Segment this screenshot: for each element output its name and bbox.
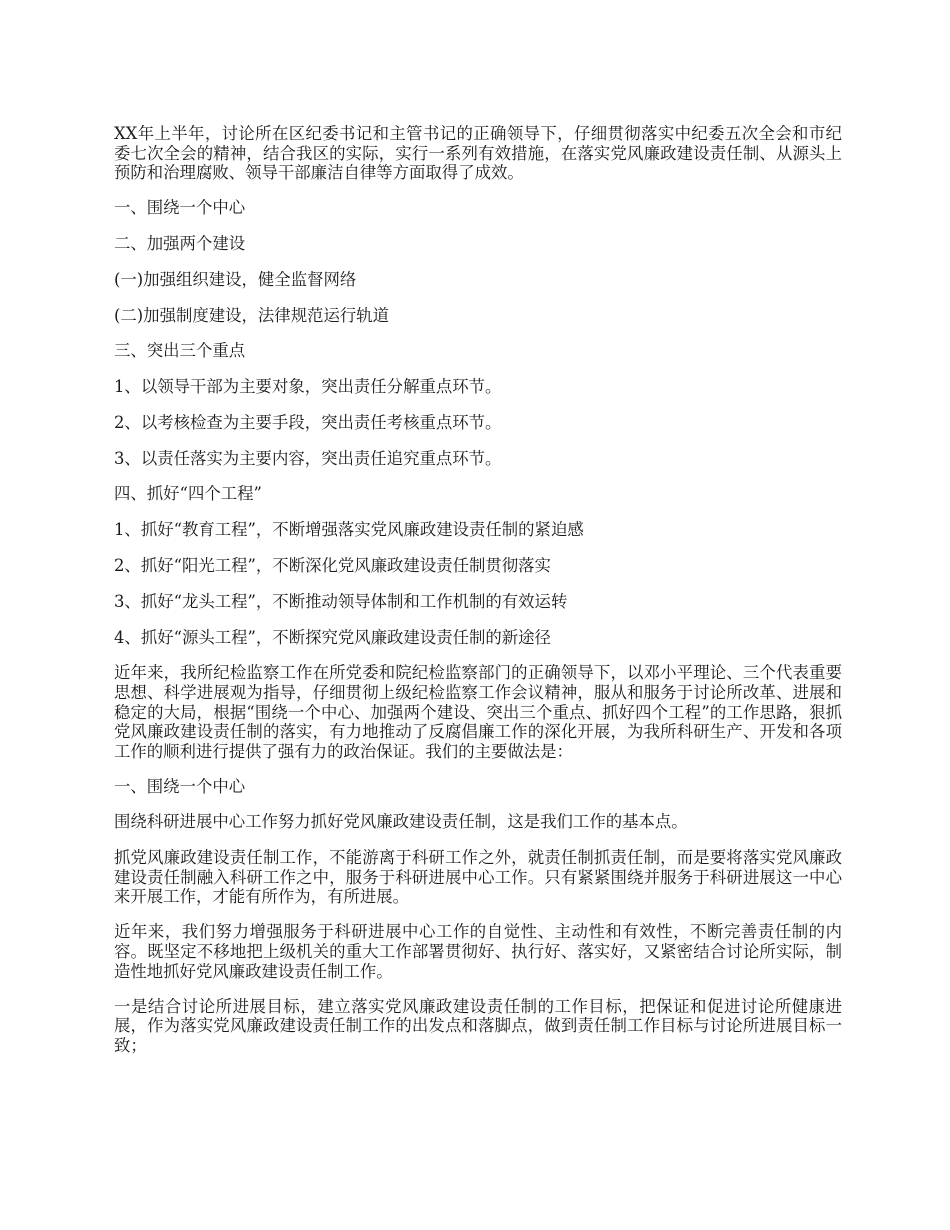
subsection-heading-2-1: (一)加强组织建设，健全监督网络 (114, 269, 357, 289)
section-heading-4: 四、抓好“四个工程” (114, 484, 262, 504)
body-paragraph-recent-years: 近年来，我们努力增强服务于科研进展中心工作的自觉性、主动性和有效性，不断完善责任制的内容。既坚定不移地把上级机关的重大工作部署贯彻好、执行好、落实好，又紧密结合讨论所实际，制造性地抓好党风廉政建设责任制工作。 (114, 922, 842, 981)
list-item-4-3: 3、抓好“龙头工程”，不断推动领导体制和工作机制的有效运转 (114, 591, 568, 611)
body-paragraph-point-one: 一是结合讨论所进展目标，建立落实党风廉政建设责任制的工作目标，把保证和促进讨论所健康进展，作为落实党风廉政建设责任制工作的出发点和落脚点，做到责任制工作目标与讨论所进展目标一致； (114, 996, 842, 1055)
body-paragraph-basis: 围绕科研进展中心工作努力抓好党风廉政建设责任制，这是我们工作的基本点。 (114, 812, 688, 832)
section-heading-1: 一、围绕一个中心 (114, 198, 246, 218)
subsection-heading-2-2: (二)加强制度建设，法律规范运行轨道 (114, 305, 390, 325)
list-item-4-4: 4、抓好“源头工程”，不断探究党风廉政建设责任制的新途径 (114, 627, 551, 647)
body-paragraph-integration: 抓党风廉政建设责任制工作，不能游离于科研工作之外，就责任制抓责任制，而是要将落实党风廉政建设责任制融入科研工作之中，服务于科研进展中心工作。只有紧紧围绕并服务于科研进展这一中心来开展工作，才能有所作为，有所进展。 (114, 848, 842, 907)
list-item-3-2: 2、以考核检查为主要手段，突出责任考核重点环节。 (114, 412, 502, 432)
document-body (114, 124, 842, 1071)
body-paragraph-overview: 近年来，我所纪检监察工作在所党委和院纪检监察部门的正确领导下，以邓小平理论、三个代表重要思想、科学进展观为指导，仔细贯彻上级纪检监察工作会议精神，服从和服务于讨论所改革、进展和稳定的大局，根据“围绕一个中心、加强两个建设、突出三个重点、抓好四个工程”的工作思路，狠抓党风廉政建设责任制的落实，有力地推动了反腐倡廉工作的深化开展，为我所科研生产、开发和各项工作的顺利进行提供了强有力的政治保证。我们的主要做法是： (114, 663, 842, 761)
list-item-4-2: 2、抓好“阳光工程”，不断深化党风廉政建设责任制贯彻落实 (114, 555, 551, 575)
list-item-4-1: 1、抓好“教育工程”，不断增强落实党风廉政建设责任制的紧迫感 (114, 520, 584, 540)
list-item-3-1: 1、以领导干部为主要对象，突出责任分解重点环节。 (114, 377, 502, 397)
section-heading-1-repeat: 一、围绕一个中心 (114, 776, 246, 796)
list-item-3-3: 3、以责任落实为主要内容，突出责任追究重点环节。 (114, 448, 502, 468)
section-heading-2: 二、加强两个建设 (114, 233, 246, 253)
section-heading-3: 三、突出三个重点 (114, 341, 246, 361)
intro-paragraph: XX年上半年，讨论所在区纪委书记和主管书记的正确领导下，仔细贯彻落实中纪委五次全会和市纪委七次全会的精神，结合我区的实际，实行一系列有效措施，在落实党风廉政建设责任制、从源头上预防和治理腐败、领导干部廉洁自律等方面取得了成效。 (114, 124, 842, 183)
